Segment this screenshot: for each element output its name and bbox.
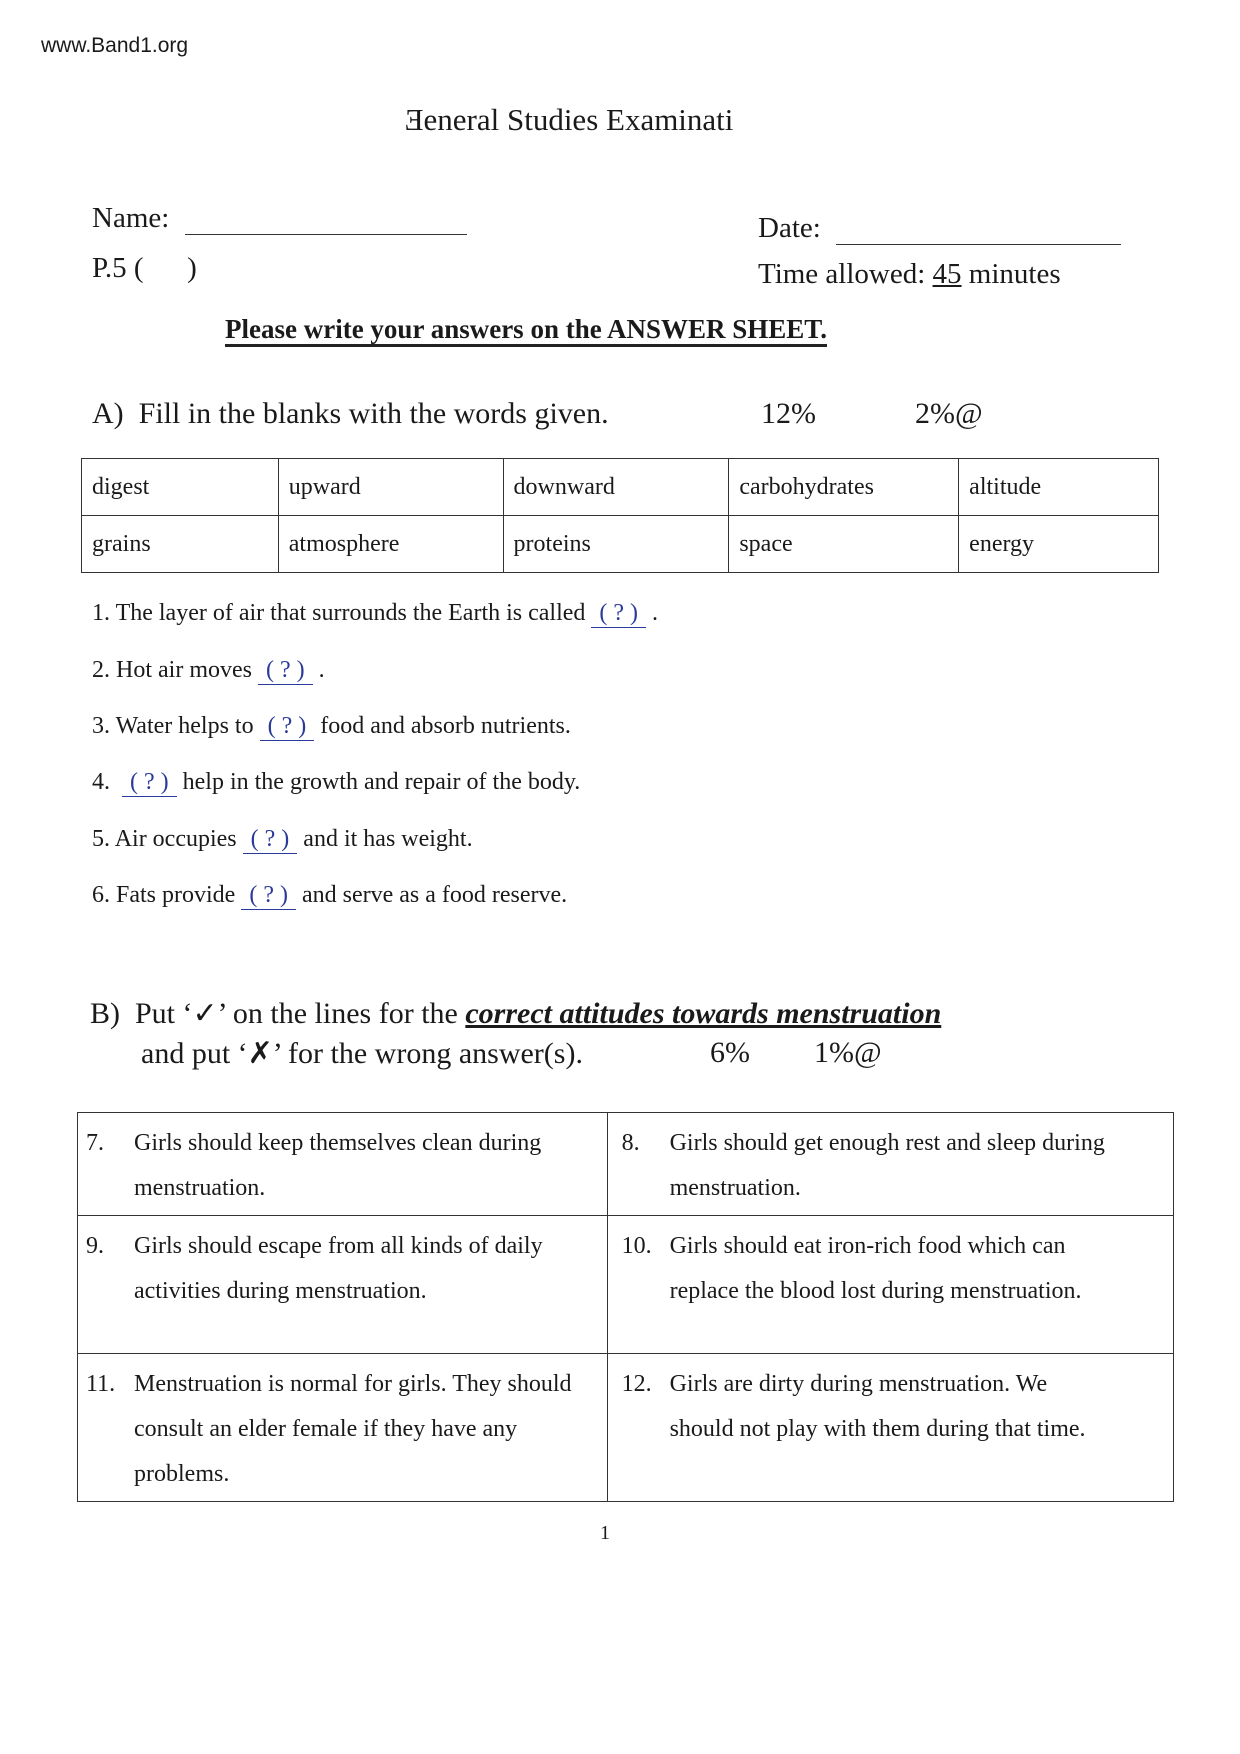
statement-text: Girls should eat iron-rich food which can replace the blood lost during menstruation. [669,1233,1082,1304]
statement-text: Menstruation is normal for girls. They should consult an elder female if they have any problems. [134,1371,572,1487]
date-line [836,244,1121,245]
question-item [92,882,567,910]
class-label: P.5 ( ) [92,252,197,284]
question-text-before: Water helps to [115,713,254,739]
statement-text: Girls should keep themselves clean during menstruation. [134,1130,542,1201]
section-b-line2: and put ‘✗’ for the wrong answer(s). [141,1037,583,1070]
name-line [185,234,467,235]
page-number: 1 [600,1522,610,1544]
word-bank-cell: digest [82,459,279,516]
statement-cell [607,1354,1173,1502]
statement-cell [607,1113,1173,1216]
answer-blank: ( ? ) [258,657,313,685]
answer-blank: ( ? ) [122,769,177,797]
question-text-before: Fats provide [116,882,236,908]
time-unit: minutes [968,258,1061,290]
statement-number: 7. [86,1130,104,1156]
statement-number: 8. [621,1130,640,1156]
statement-text: Girls are dirty during menstruation. We should not play with them during that time. [669,1371,1086,1442]
word-bank-cell: proteins [503,516,729,573]
word-bank-cell: altitude [959,459,1159,516]
question-text-after: and serve as a food reserve. [301,882,568,908]
statement-cell [78,1113,608,1216]
section-a-heading: A) Fill in the blanks with the words given. [92,397,609,430]
word-bank-row [82,459,1159,516]
statement-cell [78,1354,608,1502]
statement-number: 12. [621,1371,652,1397]
question-number: 1. [92,600,110,626]
question-text-before: The layer of air that surrounds the Earth is called [115,600,586,626]
word-bank-cell: downward [503,459,729,516]
statement-text: Girls should escape from all kinds of daily activities during menstruation. [134,1233,543,1304]
question-number: 6. [92,882,110,908]
statement-number: 10. [621,1233,652,1259]
question-text-after: help in the growth and repair of the body. [182,769,581,795]
answer-blank: ( ? ) [241,882,296,910]
answer-sheet-notice: Please write your answers on the ANSWER SHEET. [225,314,827,347]
question-item [92,769,580,797]
word-bank-cell: space [729,516,959,573]
time-allowed [758,258,1061,291]
word-bank-row [82,516,1159,573]
word-bank-cell: upward [278,459,503,516]
question-item [92,657,325,685]
section-b-emphasis: correct attitudes towards menstruation [465,997,942,1030]
section-b-per-item: 1%@ [814,1036,882,1069]
question-text-after: . [318,657,325,683]
statements-table [77,1112,1174,1502]
time-label: Time allowed: [758,258,926,290]
question-item [92,713,571,741]
page-title: Ǝeneral Studies Examinati [404,102,734,137]
statement-cell [607,1216,1173,1354]
section-b-line1 [90,996,941,1031]
word-bank-cell: energy [959,516,1159,573]
question-item [92,826,473,854]
statement-row [78,1216,1174,1354]
answer-blank: ( ? ) [260,713,315,741]
section-a-marks: 12% [761,397,816,430]
question-number: 5. [92,826,110,852]
question-number: 4. [92,769,110,795]
statement-row [78,1354,1174,1502]
watermark: www.Band1.org [41,34,189,57]
question-item [92,600,658,628]
word-bank-cell: carbohydrates [729,459,959,516]
question-text-after: . [652,600,659,626]
answer-blank: ( ? ) [243,826,298,854]
statement-row [78,1113,1174,1216]
time-value: 45 [932,258,962,290]
question-text-after: food and absorb nutrients. [320,713,571,739]
statement-cell [78,1216,608,1354]
question-number: 3. [92,713,110,739]
statement-number: 11. [86,1371,116,1397]
date-label: Date: [758,212,821,244]
question-text-before: Hot air moves [116,657,252,683]
statement-text: Girls should get enough rest and sleep during menstruation. [669,1130,1105,1201]
name-label: Name: [92,202,170,234]
word-bank-table [81,458,1159,573]
section-a-per-item: 2%@ [915,397,983,430]
question-text-after: and it has weight. [303,826,473,852]
answer-blank: ( ? ) [591,600,646,628]
name-field [92,202,467,235]
question-text-before: Air occupies [114,826,237,852]
section-b-marks: 6% [710,1036,750,1069]
date-field [758,212,1121,245]
section-b-prefix: B) Put ‘✓’ on the lines for the [90,997,458,1030]
word-bank-cell: grains [82,516,279,573]
word-bank-cell: atmosphere [278,516,503,573]
question-number: 2. [92,657,110,683]
statement-number: 9. [86,1233,104,1259]
